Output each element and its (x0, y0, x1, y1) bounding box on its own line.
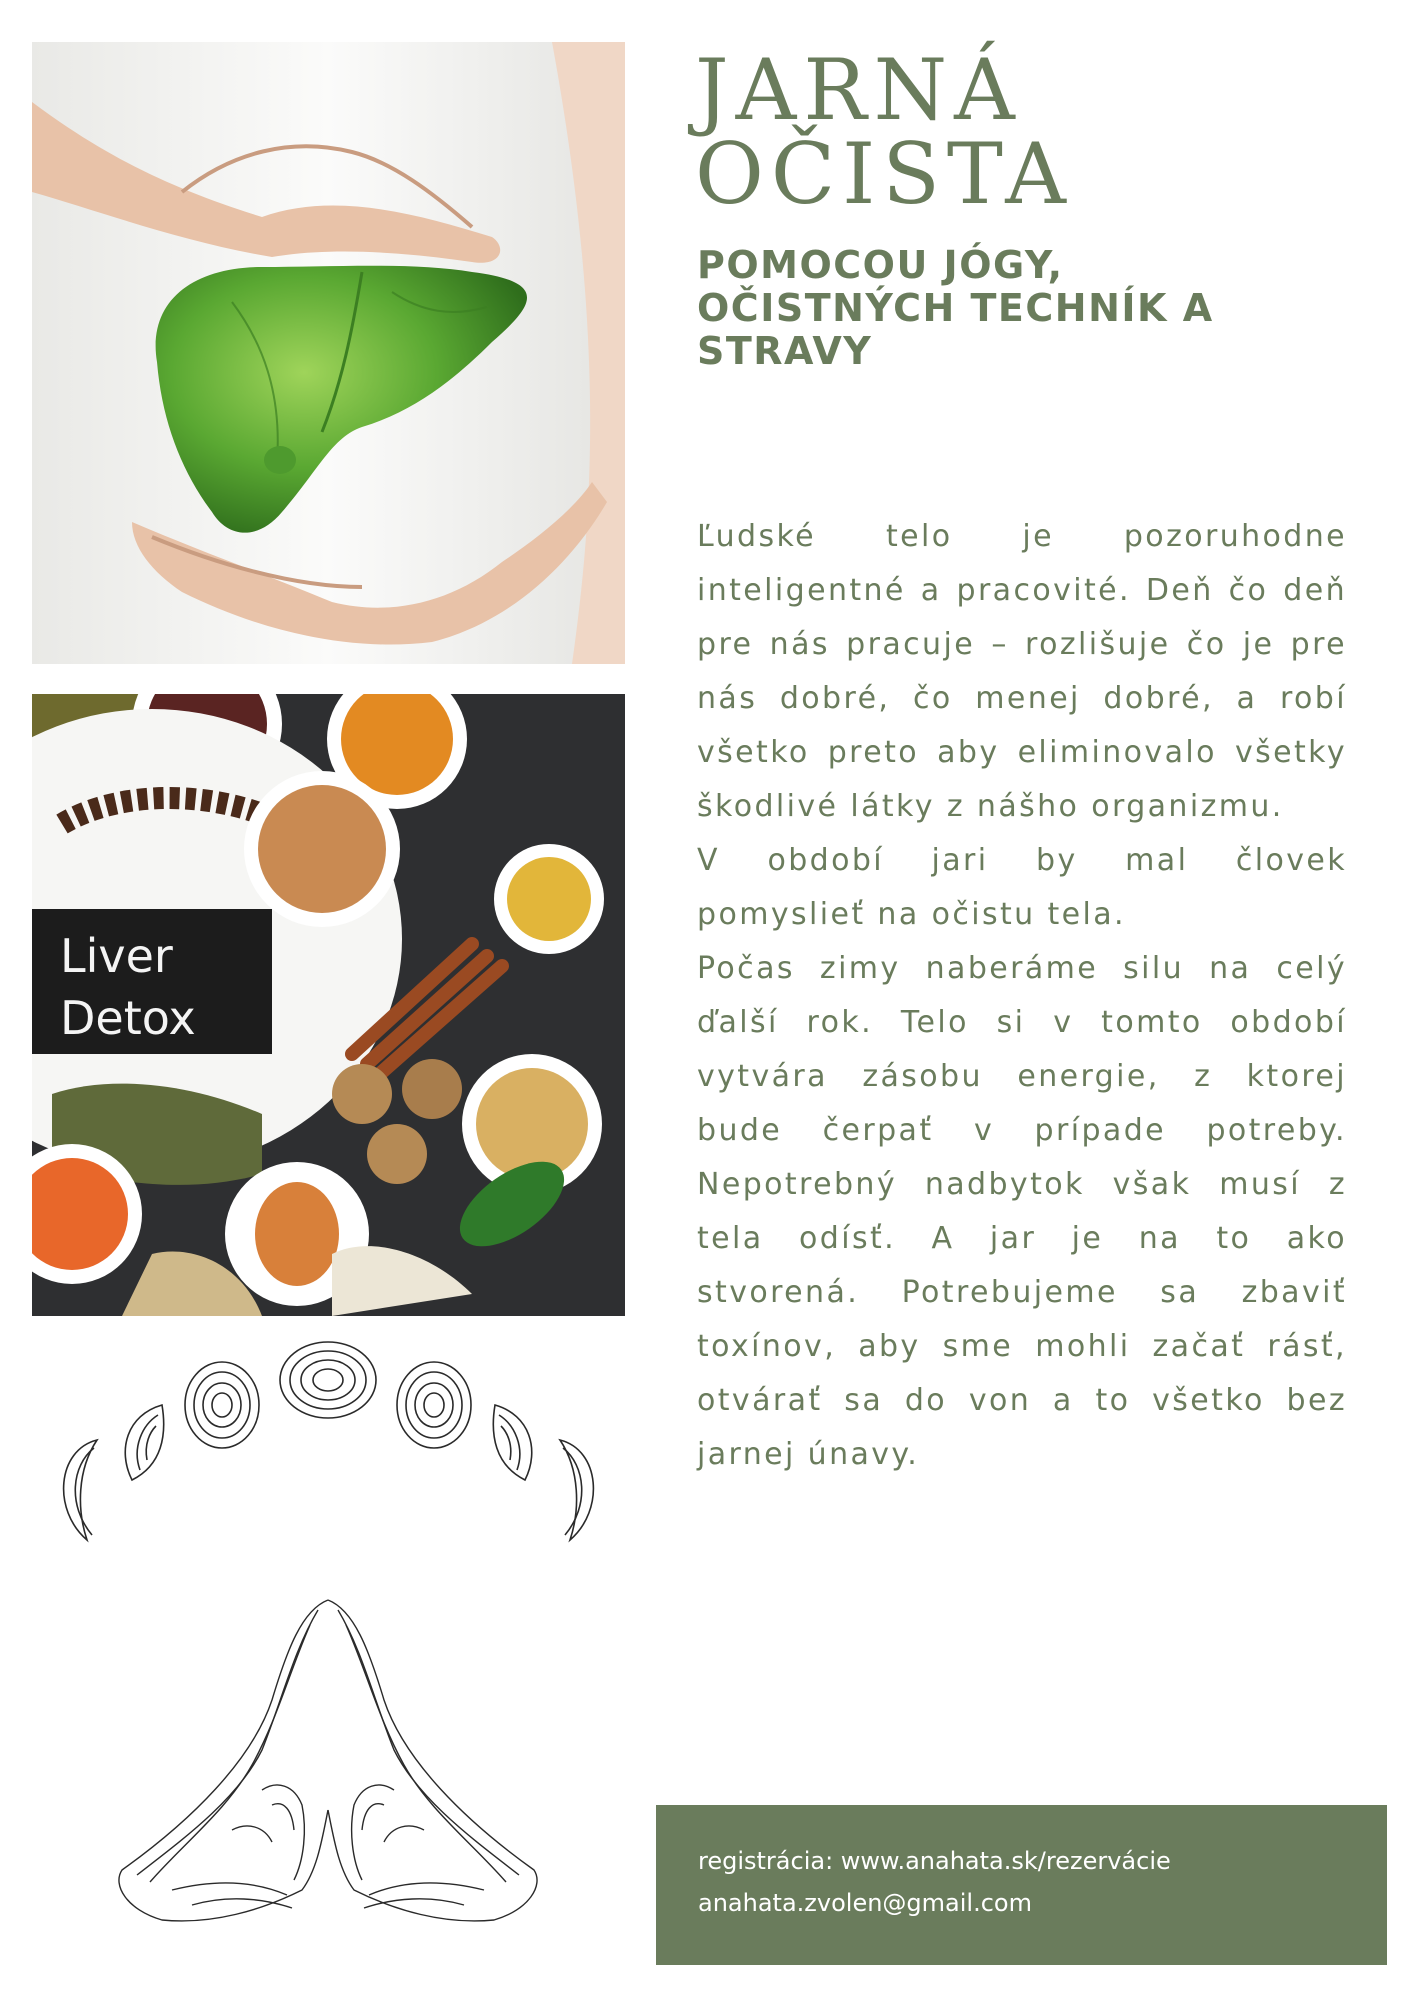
hands-mudra-icon (32, 1590, 625, 1930)
page-subtitle (697, 244, 1337, 373)
sign-line-2: Detox (60, 991, 196, 1045)
registration-link[interactable]: registrácia: www.anahata.sk/rezervácie (698, 1847, 1171, 1875)
body-paragraph-3: Počas zimy naberáme silu na celý ďalší rok. Telo si v tomto období vytvára zásobu energie, z ktorej bude čerpať v prípade potreby. Nepotrebný nadbytok však musí z tela odísť. A jar je na to ako stvorená. Potrebujeme sa zbaviť toxínov, aby sme mohli začať rásť, otvárať sa do von a to všetko bez jarnej únavy. (697, 951, 1347, 1472)
subtitle-line-2: OČISTNÝCH TECHNÍK A (697, 286, 1214, 330)
moon-phases-drawing (32, 1340, 625, 1580)
subtitle-line-1: POMOCOU JÓGY, (697, 243, 1064, 287)
liver-detox-food-photo (32, 694, 625, 1316)
sign-line-1: Liver (60, 929, 173, 983)
moon-phases-icon (32, 1340, 625, 1580)
liver-hands-photo (32, 42, 625, 664)
page-title (695, 41, 1355, 223)
subtitle-line-3: STRAVY (697, 329, 873, 373)
food-illustration (32, 694, 625, 1316)
title-line-2: OČISTA (695, 125, 1073, 223)
title-line-1: JARNÁ (695, 41, 1022, 139)
body-paragraph-2: V období jari by mal človek pomyslieť na očistu tela. (697, 843, 1347, 932)
email-link[interactable]: anahata.zvolen@gmail.com (698, 1889, 1032, 1917)
body-paragraph-1: Ľudské telo je pozoruhodne inteligentné a pracovité. Deň čo deň pre nás pracuje – rozlišuje čo je pre nás dobré, čo menej dobré, a robí všetko preto aby eliminovalo všetky škodlivé látky z nášho organizmu. (697, 519, 1347, 824)
liver-hands-illustration (32, 42, 625, 664)
hands-mudra-drawing (32, 1590, 625, 1930)
contact-box (656, 1805, 1387, 1965)
body-text (697, 510, 1347, 1482)
